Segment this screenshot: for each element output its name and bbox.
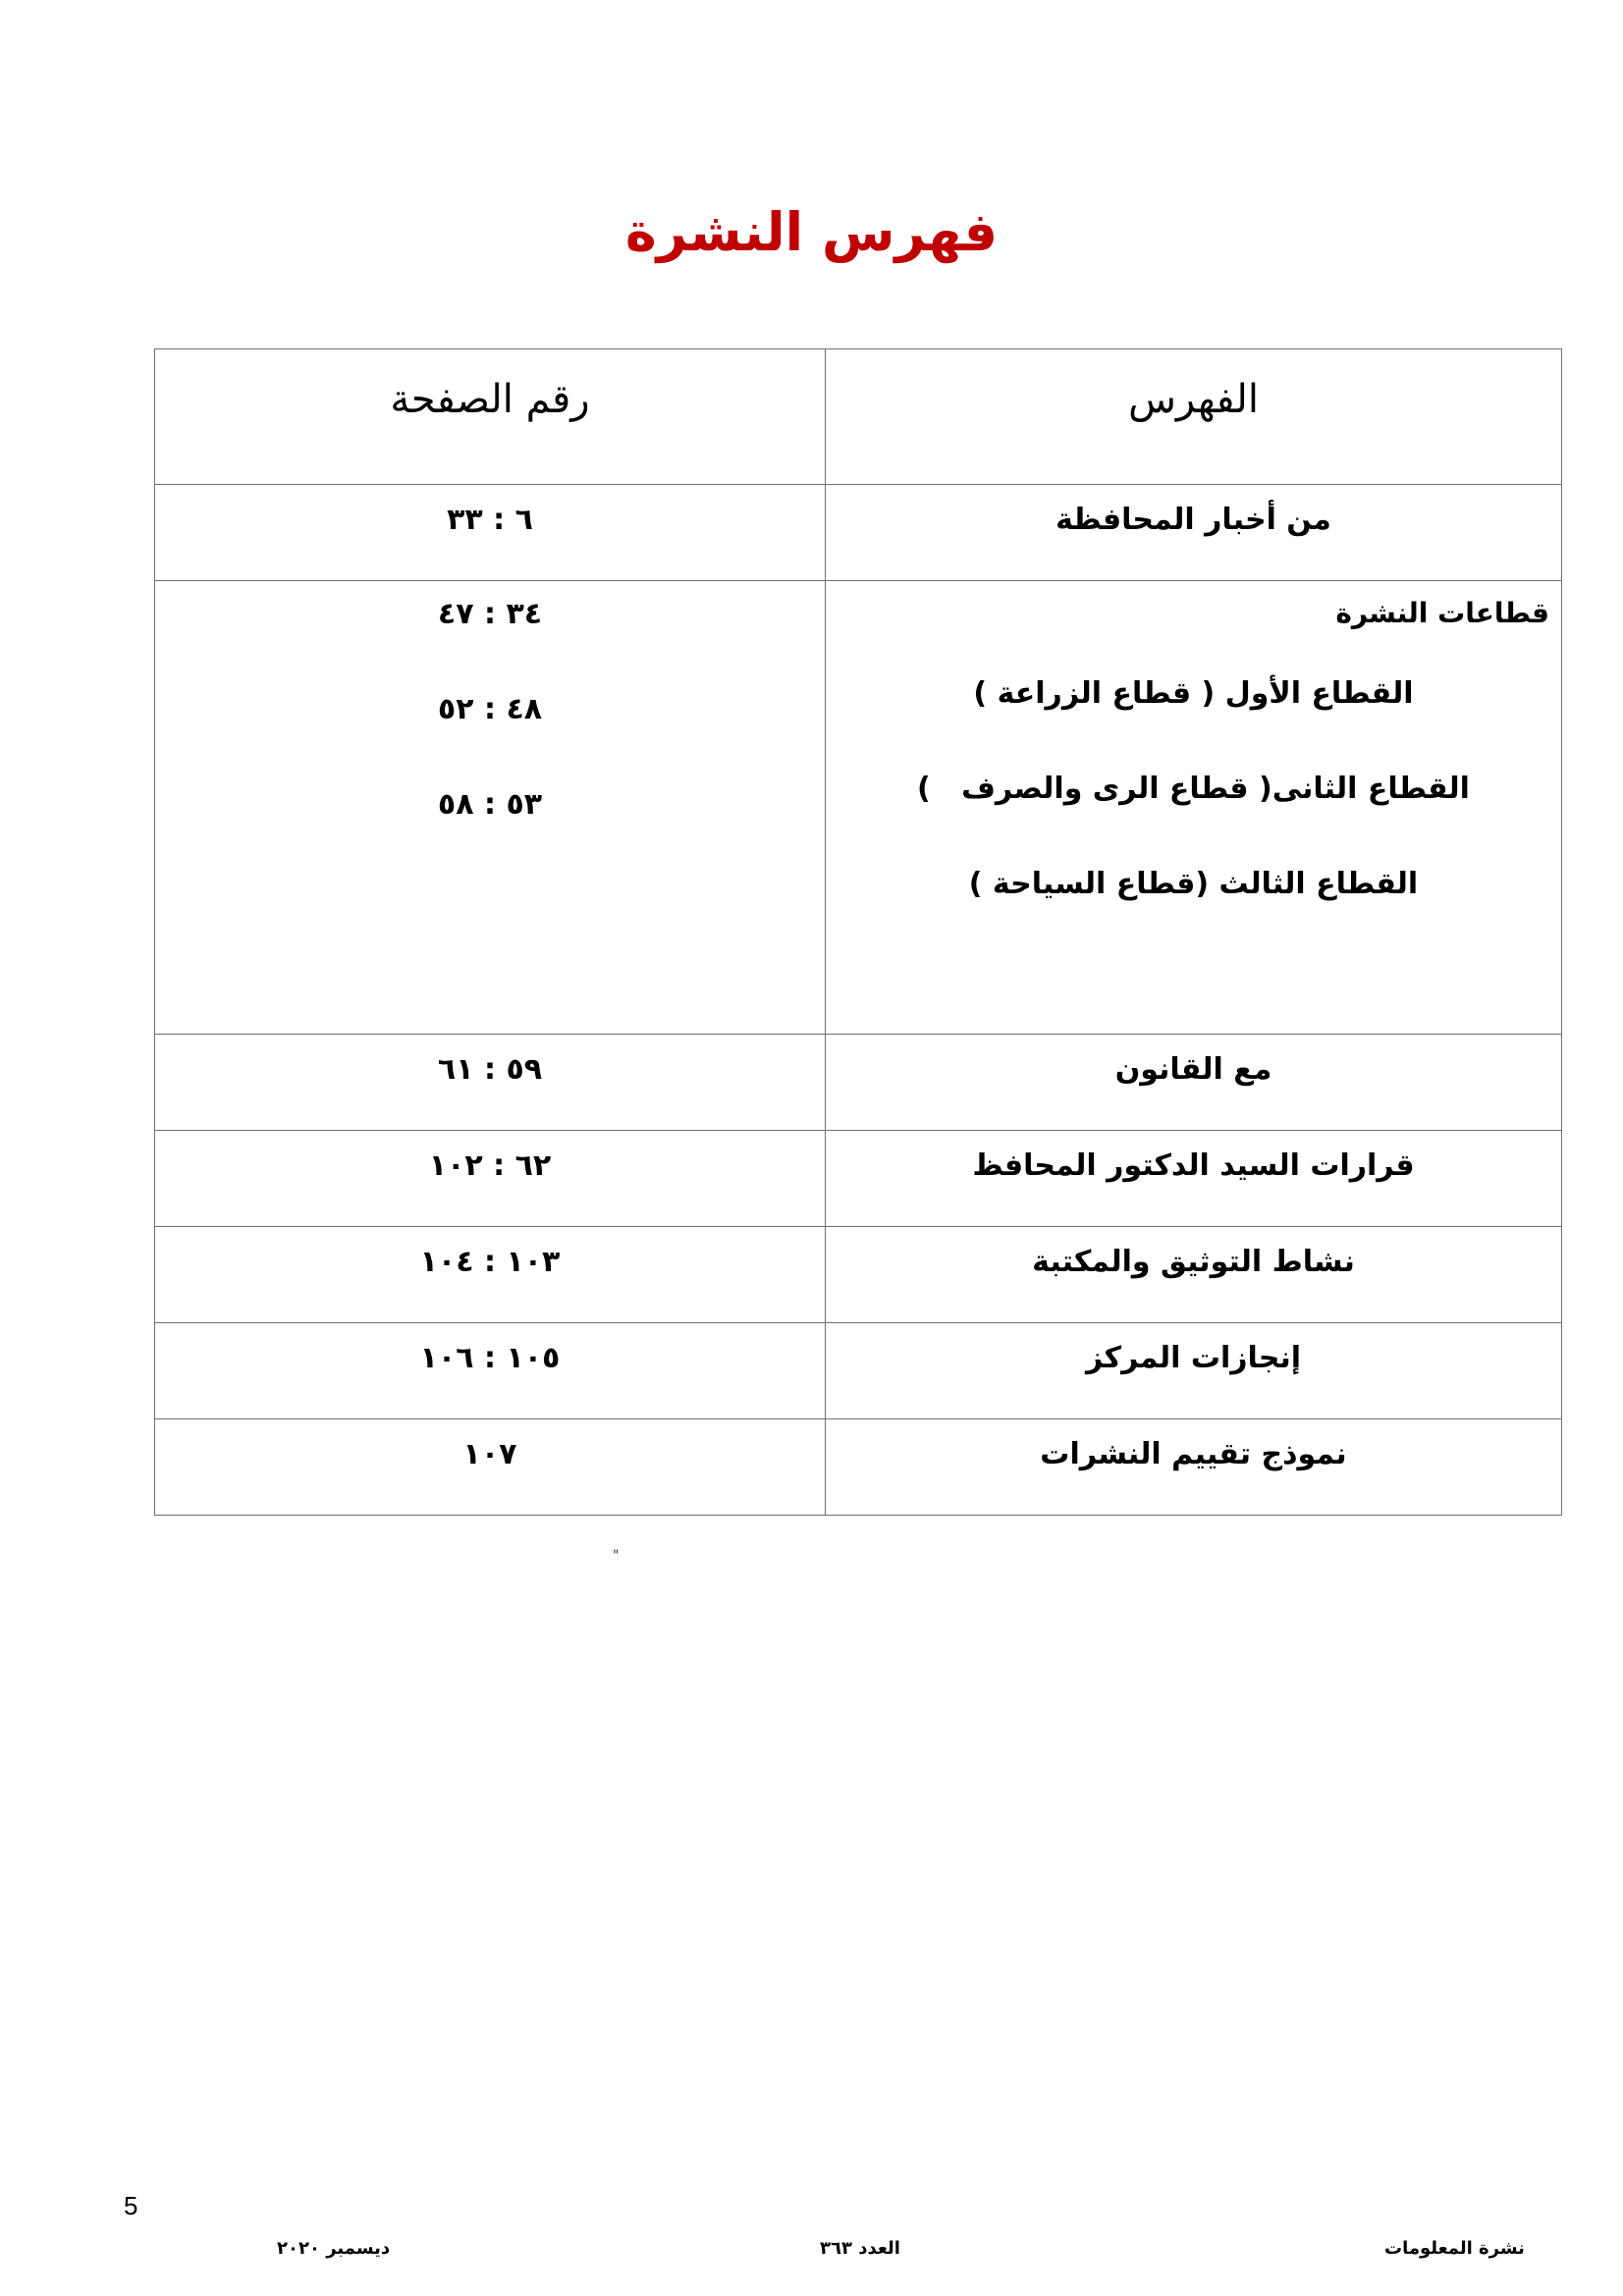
table-row xyxy=(155,1227,1562,1323)
page-title: فهرس النشرة xyxy=(624,201,999,263)
page-number: 5 xyxy=(124,2191,138,2220)
footer-issue: العدد ٣٦٣ xyxy=(820,2238,900,2259)
table-row xyxy=(155,1323,1562,1419)
sector-item-pages: ٤٨ : ٥٢ xyxy=(437,692,543,726)
entry-title: نموذج تقييم النشرات xyxy=(826,1419,1562,1516)
entry-pages: ١٠٧ xyxy=(155,1419,826,1516)
sector-list xyxy=(826,676,1561,962)
sector-item-title: القطاع الثانى( قطاع الرى والصرف ) xyxy=(917,772,1470,806)
sectors-pages-cell xyxy=(155,581,826,1035)
table-row xyxy=(155,1035,1562,1131)
table-row xyxy=(155,1419,1562,1516)
index-column-header: الفهرس xyxy=(826,349,1562,485)
entry-title: قرارات السيد الدكتور المحافظ xyxy=(826,1131,1562,1227)
footer-publication: نشرة المعلومات xyxy=(1384,2238,1525,2259)
page-number-column-header: رقم الصفحة xyxy=(155,349,826,485)
sectors-heading: قطاعات النشرة xyxy=(1335,597,1549,629)
footer-date: ديسمبر ٢٠٢٠ xyxy=(277,2238,391,2259)
entry-title: من أخبار المحافظة xyxy=(826,485,1562,581)
sectors-cell xyxy=(826,581,1562,1035)
entry-title: إنجازات المركز xyxy=(826,1323,1562,1419)
entry-title: نشاط التوثيق والمكتبة xyxy=(826,1227,1562,1323)
sector-item-pages: ٣٤ : ٤٧ xyxy=(437,597,543,631)
entry-pages: ١٠٣ : ١٠٤ xyxy=(155,1227,826,1323)
stray-mark: " xyxy=(613,1548,620,1564)
sector-item-title: القطاع الأول ( قطاع الزراعة ) xyxy=(973,676,1414,711)
table-row xyxy=(155,485,1562,581)
sector-item-pages: ٥٣ : ٥٨ xyxy=(437,787,543,822)
sector-item-title: القطاع الثالث (قطاع السياحة ) xyxy=(968,867,1419,901)
toc-table xyxy=(154,348,1562,1516)
entry-pages: ١٠٥ : ١٠٦ xyxy=(155,1323,826,1419)
table-row xyxy=(155,1131,1562,1227)
entry-title: مع القانون xyxy=(826,1035,1562,1131)
entry-pages: ٦٢ : ١٠٢ xyxy=(155,1131,826,1227)
sectors-row xyxy=(155,581,1562,1035)
table-header-row xyxy=(155,349,1562,485)
entry-pages: ٥٩ : ٦١ xyxy=(155,1035,826,1131)
entry-pages: ٦ : ٣٣ xyxy=(155,485,826,581)
